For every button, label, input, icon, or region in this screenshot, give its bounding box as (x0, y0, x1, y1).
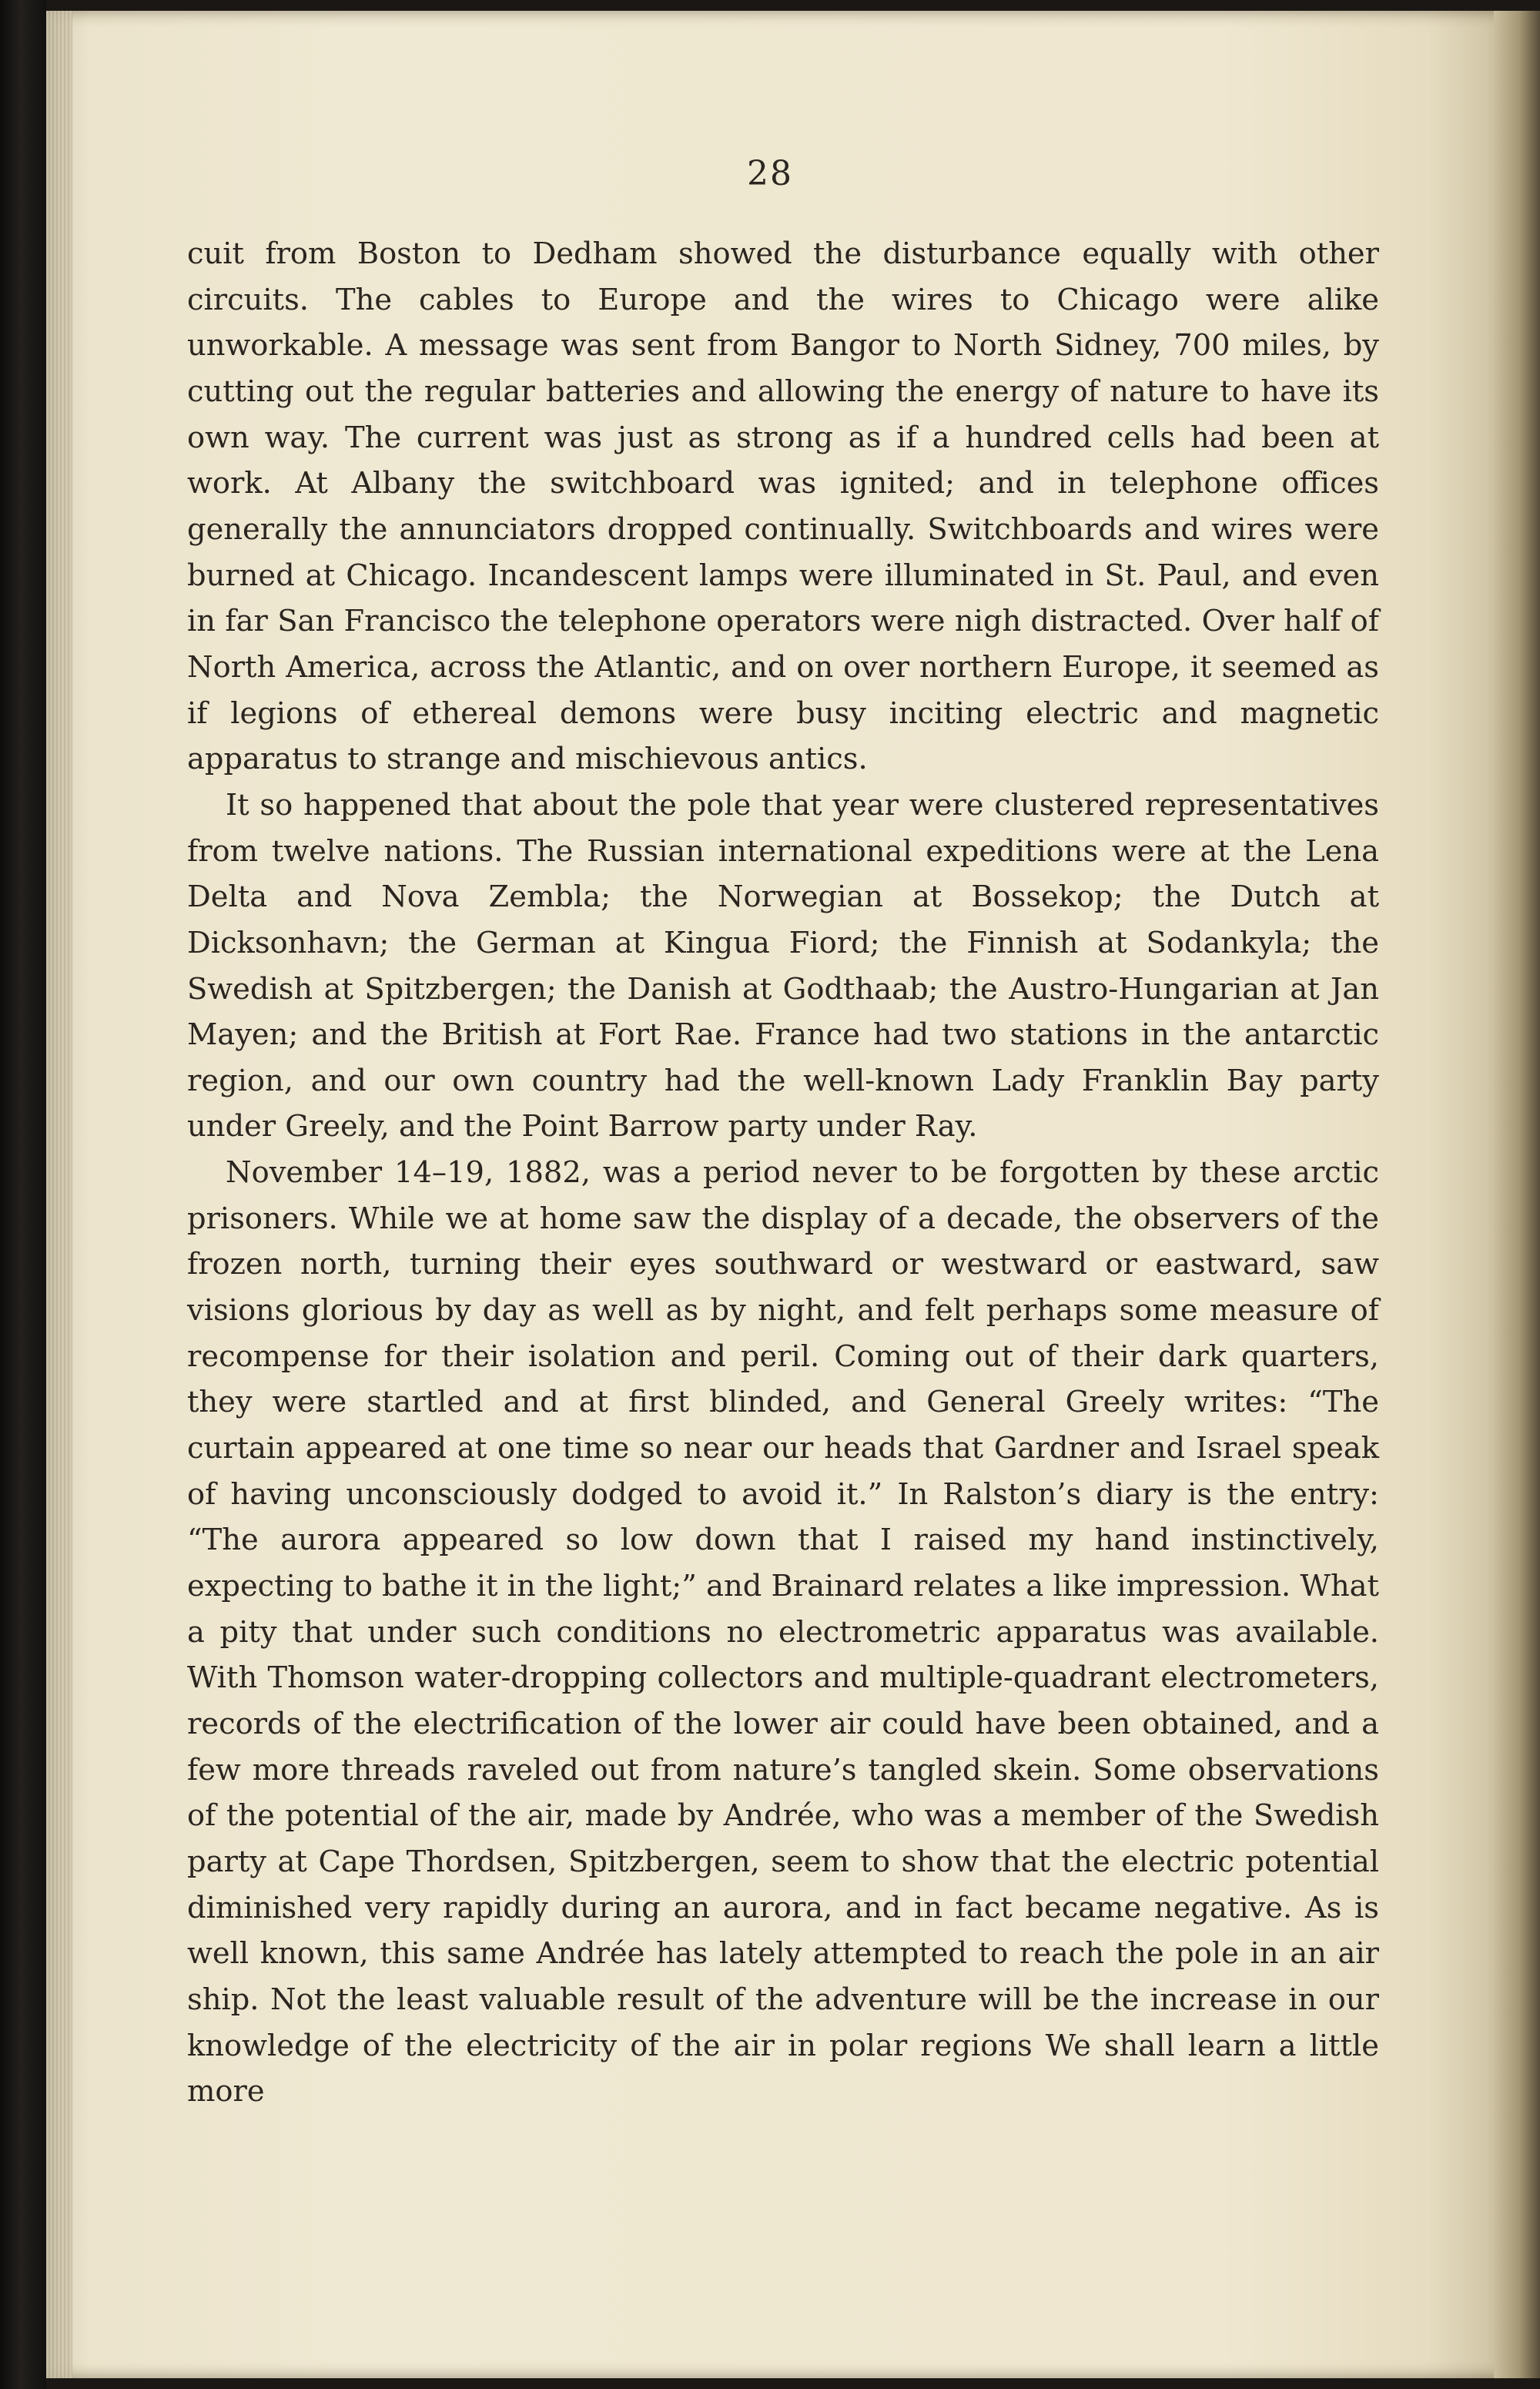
page-edges (46, 11, 72, 2378)
paragraph-3: November 14–19, 1882, was a period never to be forgotten by these arctic prisoners. While we at home saw the display of a decade, the observers of the frozen north, turning their eyes southward or westward or eastward, saw visions glorious by day as well as by night, and felt perhaps some measure of recompense for their isolation and peril. Coming out of their dark quarters, they were startled and at first blinded, and General Greely writes: “The curtain appeared at one time so near our heads that Gardner and Israel speak of having unconsciously dodged to avoid it.” In Ralston’s diary is the entry: “The aurora appeared so low down that I raised my hand instinctively, expecting to bathe it in the light;” and Brainard relates a like impression. What a pity that under such conditions no electrometric apparatus was available. With Thomson water-dropping collectors and multiple-quadrant electrometers, records of the electrification of the lower air could have been obtained, and a few more threads raveled out from nature’s tangled skein. Some observations of the potential of the air, made by Andrée, who was a member of the Swedish party at Cape Thordsen, Spitzbergen, seem to show that the electric potential diminished very rapidly during an aurora, and in fact became negative. As is well known, this same Andrée has lately attempted to reach the pole in an air ship. Not the least valuable result of the adventure will be the increase in our knowledge of the electricity of the air in polar regions We shall learn a little more (187, 1155, 1379, 2109)
book-binding (0, 0, 46, 2389)
page-gutter (1494, 11, 1540, 2378)
body-text (187, 231, 1379, 2115)
paragraph-2: It so happened that about the pole that year were clustered representatives from twelve nations. The Russian international expeditions were at the Lena Delta and Nova Zembla; the Norwegian at Bossekop; the Dutch at Dicksonhavn; the German at Kingua Fiord; the Finnish at Sodankyla; the Swedish at Spitzbergen; the Danish at Godthaab; the Austro-Hungarian at Jan Mayen; and the British at Fort Rae. France had two stations in the antarctic region, and our own country had the well-known Lady Franklin Bay party under Greely, and the Point Barrow party under Ray. (187, 787, 1379, 1144)
page-number: 28 (747, 154, 793, 193)
paragraph-1: cuit from Boston to Dedham showed the disturbance equally with other circuits. The cables to Europe and the wires to Chicago were alike unworkable. A message was sent from Bangor to North Sidney, 700 miles, by cutting out the regular batteries and allowing the energy of nature to have its own way. The current was just as strong as if a hundred cells had been at work. At Albany the switchboard was ignited; and in telephone offices generally the annunciators dropped continually. Switchboards and wires were burned at Chicago. Incandescent lamps were illuminated in St. Paul, and even in far San Francisco the telephone operators were nigh distracted. Over half of North America, across the Atlantic, and on over northern Europe, it seemed as if legions of ethereal demons were busy inciting electric and magnetic apparatus to strange and mischievous antics. (187, 236, 1379, 777)
